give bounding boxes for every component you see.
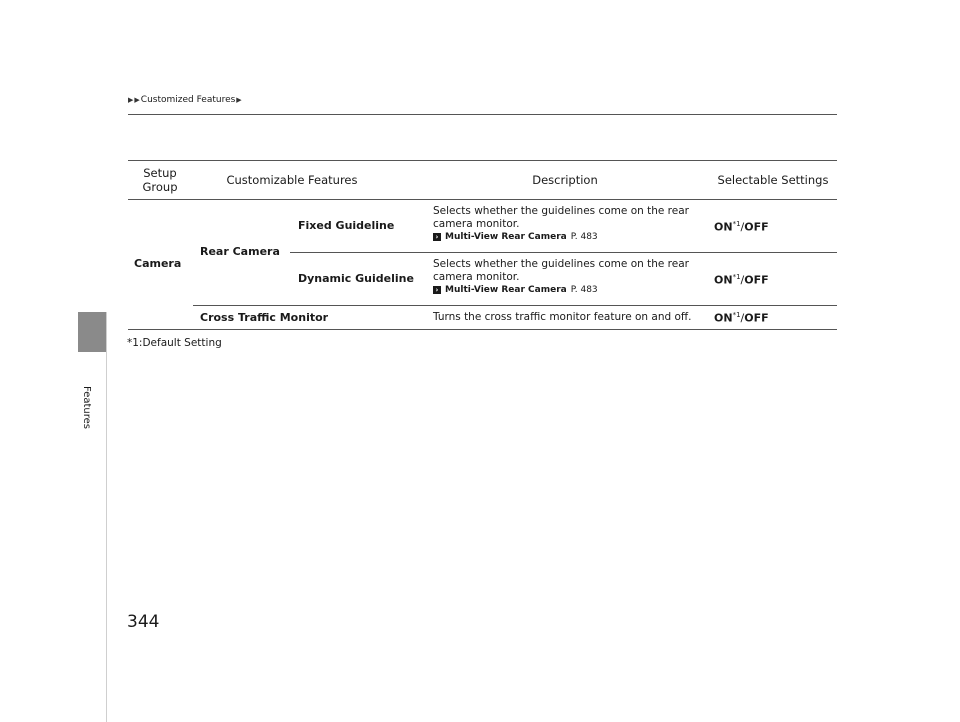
reference-arrow-icon: › [433,233,441,241]
section-tab [78,312,106,352]
subgroup-rear-camera: Rear Camera [200,245,280,258]
selectable-setting: ON$^{*1}$/OFF [714,220,769,234]
table-row [128,306,837,329]
setup-group-camera: Camera [134,257,182,270]
feature-name: Dynamic Guideline [298,272,414,285]
header-rule [128,114,837,115]
margin-divider [106,312,107,722]
feature-name: Cross Traffic Monitor [200,311,329,324]
header-customizable-features: Customizable Features [226,173,358,187]
selectable-setting: ON$^{*1}$/OFF [714,311,769,325]
reference-arrow-icon: › [433,286,441,294]
header-selectable-settings: Selectable Settings [717,173,829,187]
table-row [128,253,837,305]
triangle-right-icon: ▶ [134,96,140,104]
feature-name: Fixed Guideline [298,219,395,232]
table-bottom-rule [128,329,837,330]
triangle-right-icon: ▶ [236,96,242,104]
triangle-right-icon: ▶ [128,96,134,104]
section-label: Features [81,386,92,429]
table-row [128,200,837,252]
selectable-setting: ON$^{*1}$/OFF [714,273,769,287]
page-reference[interactable]: › Multi-View Rear Camera P. 483 [433,285,713,295]
header-setup-group: Setup Group [142,166,178,194]
page-reference[interactable]: › Multi-View Rear Camera P. 483 [433,232,713,242]
description-cell: Turns the cross traffic monitor feature on and off. [433,311,692,323]
description-cell: Selects whether the guidelines come on the rear camera monitor. › Multi-View Rear Camera P. 483 [433,205,713,242]
table-top-rule [128,160,837,161]
footnote: *1:Default Setting [127,337,222,349]
header-description: Description [532,173,598,187]
description-cell: Selects whether the guidelines come on the rear camera monitor. › Multi-View Rear Camera P. 483 [433,258,713,295]
page-number: 344 [127,612,160,632]
breadcrumb [128,95,242,105]
breadcrumb-item[interactable]: Customized Features [140,95,236,105]
